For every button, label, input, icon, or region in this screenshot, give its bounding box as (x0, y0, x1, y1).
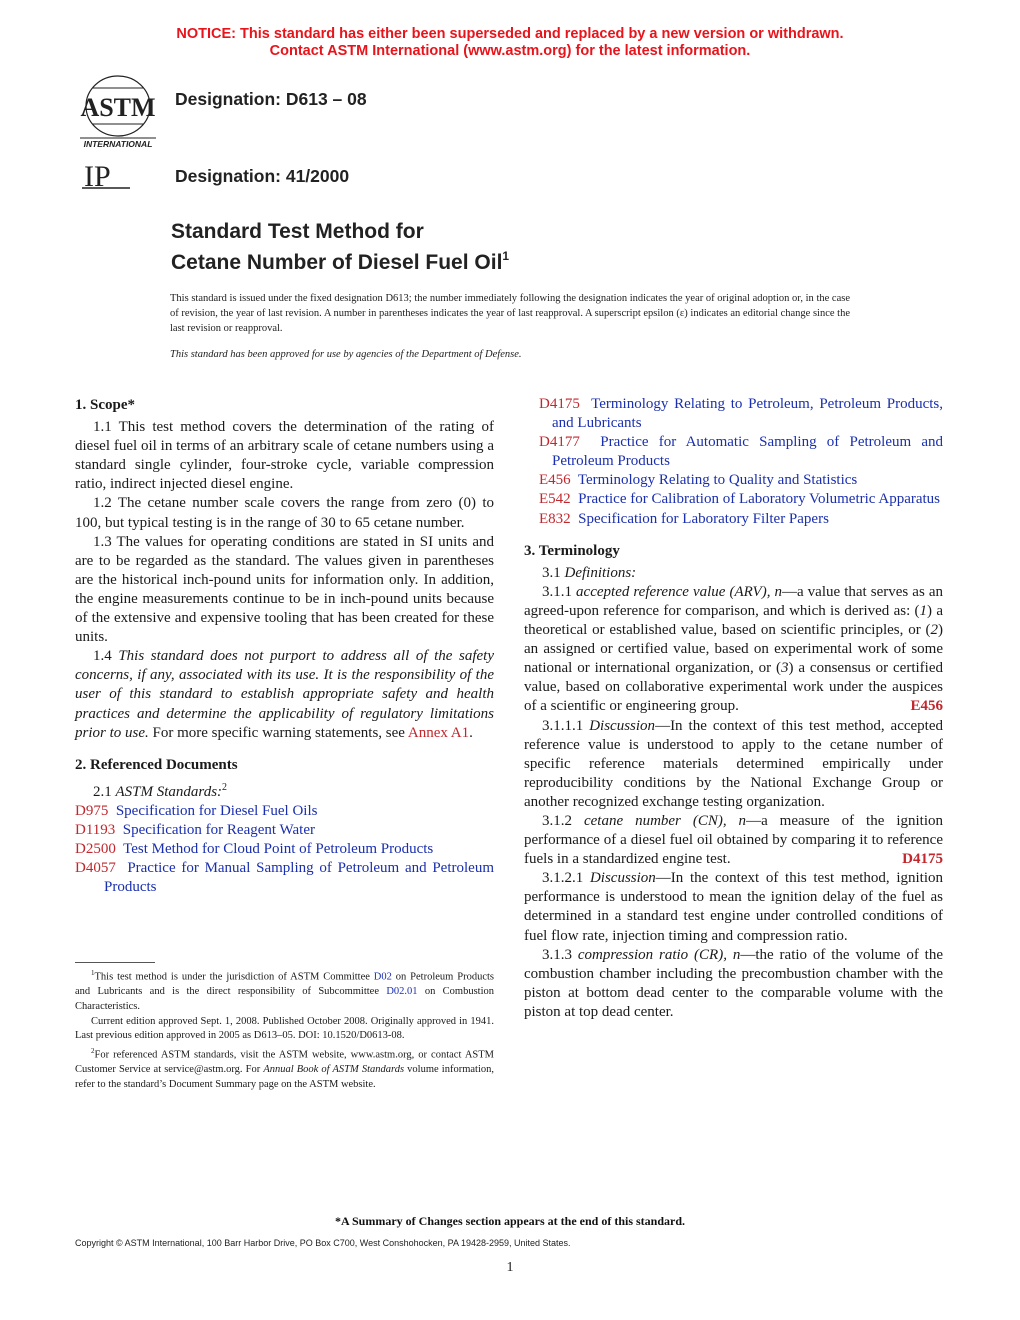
ref-item[interactable] (524, 490, 943, 509)
para-3-1-1-text-4: ) a consensus or certified value, based on collaborative experimental work under the auspices of a scientific or engineering group. (524, 660, 943, 715)
source-ref-d4175[interactable]: D4175 (902, 851, 943, 868)
discussion-label: Discussion (589, 717, 656, 734)
footnotes (75, 966, 494, 1093)
ref-code[interactable]: D4175 (539, 396, 580, 412)
para-3-1-2-1-text: —In the context of this test method, ignition performance is understood to mean the ignition delay of the fuel as determined in a standard test engine under controlled conditions of fuel flow rate, injection timing and compression ratio. (524, 870, 944, 944)
ref-code[interactable]: E832 (539, 510, 571, 527)
subcommittee-d0201-link[interactable]: D02.01 (386, 986, 418, 998)
footnote-1 (75, 966, 494, 1015)
para-1-4-caveat: This standard does not purport to address all of the safety concerns, if any, associated with its use. It is the responsibility of the user of this standard to establish appropriate safety and health practices and determine the applicability of regulatory limitations prior to use. (75, 648, 495, 741)
para-3-1 (524, 564, 943, 583)
summary-of-changes-note: *A Summary of Changes section appears at the end of this standard. (334, 1214, 686, 1228)
page-number: 1 (506, 1260, 514, 1275)
term-cetane-number: cetane number (CN), n (583, 812, 747, 829)
ref-item[interactable] (75, 802, 494, 821)
para-3-1-2-text: —a measure of the ignition performance of a diesel fuel oil obtained by comparing it to reference fuels in a standardized engine test. (524, 812, 944, 868)
para-3-1-1-text: —a value that serves as an agreed-upon reference for comparison, and which is derived as: ( (524, 583, 943, 619)
ip-logo (80, 160, 140, 194)
footnote-2-text-b: volume information, refer to the standard’s Document Summary page on the ASTM website. (75, 1064, 494, 1090)
dod-statement: This standard has been approved for use by agencies of the Department of Defense. (170, 349, 522, 360)
enum-3: 3 (781, 660, 789, 677)
ref-item[interactable] (524, 510, 943, 529)
para-3-1-1 (524, 583, 943, 717)
astm-logo-subtext: INTERNATIONAL (83, 139, 153, 149)
title-line-2 (171, 244, 509, 275)
para-3-1-2 (524, 812, 943, 869)
ref-title[interactable]: Terminology Relating to Petroleum, Petroleum Products, and Lubricants (552, 396, 943, 432)
footnote-2-text-a: For referenced ASTM standards, visit the ASTM website, www.astm.org, or contact ASTM Customer Service at service@astm.org. For (75, 1049, 494, 1076)
ref-code[interactable]: D4177 (539, 434, 580, 451)
designation-ip: Designation: 41/2000 (175, 166, 350, 186)
section-3-heading: 3. Terminology (524, 542, 620, 559)
annex-a1-link[interactable]: Annex A1 (407, 724, 470, 741)
issuance-statement: This standard is issued under the fixed designation D613; the number immediately following the designation indicates the year of original adoption or, in the case of revision, the year of last revision. A number in parentheses indicates the year of last reapproval. A superscript epsilon (ε) indicates an editorial change since the last revision or reapproval. (170, 293, 850, 334)
footnote-2-ref: 2 (222, 781, 228, 793)
left-column (75, 396, 494, 897)
enum-1: 1 (919, 602, 928, 619)
para-3-1-1-num: 3.1.1 (542, 583, 577, 600)
ref-title[interactable]: Practice for Automatic Sampling of Petroleum and Petroleum Products (552, 434, 943, 470)
ref-code[interactable]: E456 (539, 472, 571, 489)
ref-item[interactable] (524, 395, 943, 433)
ref-title[interactable]: Practice for Calibration of Laboratory Volumetric Apparatus (578, 491, 941, 508)
ref-item[interactable] (75, 859, 494, 897)
para-1-4 (75, 647, 494, 742)
ref-code[interactable]: D975 (75, 802, 109, 819)
ref-title[interactable]: Specification for Diesel Fuel Oils (115, 802, 318, 819)
discussion-label: Discussion (589, 870, 656, 887)
para-1-2: 1.2 The cetane number scale covers the range from zero (0) to 100, but typical testing is in the range of 30 to 65 cetane number. (75, 495, 494, 531)
astm-logo-text: ASTM (80, 93, 156, 122)
para-3-1-num: 3.1 (542, 564, 565, 581)
footnote-1-text-b: on Petroleum Products and Lubricants and is the direct responsibility of Subcommittee (75, 971, 494, 998)
ref-item[interactable] (524, 433, 943, 471)
footnote-2-book-title: Annual Book of ASTM Standards (263, 1064, 405, 1076)
ref-item[interactable] (524, 471, 943, 490)
para-3-1-label: Definitions: (564, 564, 637, 581)
para-3-1-2-1-num: 3.1.2.1 (542, 870, 590, 887)
copyright-line: Copyright © ASTM International, 100 Barr Harbor Drive, PO Box C700, West Conshohocken, PA 19428-2959, United States. (75, 1238, 571, 1248)
para-1-4-tail: For more specific warning statements, see (148, 724, 408, 741)
enum-2: 2 (930, 622, 938, 639)
ref-code[interactable]: E542 (539, 491, 571, 508)
notice-line-1: NOTICE: This standard has either been superseded and replaced by a new version or withdrawn. (176, 26, 844, 42)
para-3-1-1-1 (524, 717, 943, 812)
committee-d02-link[interactable]: D02 (373, 971, 392, 983)
ip-logo-text: IP (84, 160, 111, 193)
para-3-1-1-text-3: ) an assigned or certified value, based on experimental work of some national or international organization, or ( (524, 622, 943, 677)
astm-logo-mark (74, 74, 162, 150)
footnote-rule (75, 962, 155, 963)
para-1-3: 1.3 The values for operating conditions are stated in SI units and are to be regarded as the standard. The values given in parentheses are the historical inch-pound units for information only. In addition, the engine measurements continue to be in inch-pound units because of the extensive and expensive tooling that has been created for these units. (75, 533, 494, 646)
designation-astm: Designation: D613 – 08 (175, 89, 367, 109)
para-3-1-2-num: 3.1.2 (542, 812, 584, 829)
footnote-2 (75, 1044, 494, 1093)
term-compression-ratio: compression ratio (CR), n (577, 946, 741, 963)
footnote-1-text-a: This test method is under the jurisdiction of ASTM Committee (94, 971, 374, 983)
document-title (171, 220, 509, 275)
withdrawn-notice (0, 26, 1020, 60)
para-3-1-3-num: 3.1.3 (542, 946, 578, 963)
footnote-edition: Current edition approved Sept. 1, 2008. Published October 2008. Originally approved in 1941. Last previous edition approved in 2005 as D613–05. DOI: 10.1520/D0613-08. (75, 1015, 494, 1042)
para-3-1-2-1 (524, 869, 943, 945)
notice-line-2: Contact ASTM International (www.astm.org) for the latest information. (269, 43, 751, 59)
title-line-2-text: Cetane Number of Diesel Fuel Oil (171, 251, 503, 274)
para-3-1-1-1-num: 3.1.1.1 (542, 717, 590, 734)
para-3-1-1-1-text: —In the context of this test method, accepted reference value is understood to apply to the cetane number of specific reference materials determined empirically under reproducibility conditions by the National Exchange Group or another recognized exchange testing organization. (524, 717, 943, 810)
footnote-2-marker: 2 (91, 1047, 95, 1056)
astm-logo (74, 74, 162, 150)
ref-item[interactable] (75, 840, 494, 859)
para-2-1-label: ASTM Standards: (115, 783, 223, 800)
para-2-1-num: 2.1 (93, 783, 116, 800)
ref-title[interactable]: Specification for Laboratory Filter Papers (578, 510, 829, 527)
footnote-1-text-c: on Combustion Characteristics. (75, 986, 494, 1012)
ref-code[interactable]: D2500 (75, 841, 116, 858)
section-1-heading: 1. Scope* (75, 397, 135, 413)
ip-logo-mark (80, 160, 140, 194)
para-1-4-end: . (469, 724, 473, 741)
para-2-1 (75, 778, 494, 802)
para-3-1-3-text: —the ratio of the volume of the combustion chamber including the precombustion chamber with the piston at bottom dead center to the comparable volume with the piston at top dead center. (524, 946, 944, 1020)
ref-title[interactable]: Specification for Reagent Water (122, 821, 315, 838)
footnote-1-marker: 1 (91, 969, 95, 977)
ref-code[interactable]: D4057 (75, 860, 116, 877)
ref-title[interactable]: Practice for Manual Sampling of Petroleum and Petroleum Products (104, 860, 494, 896)
ref-title[interactable]: Test Method for Cloud Point of Petroleum Products (123, 841, 434, 858)
right-column (524, 395, 943, 1022)
ref-item[interactable] (75, 821, 494, 840)
para-3-1-1-text-2: ) a theoretical or established value, based on scientific principles, or ( (524, 602, 943, 639)
title-line-1: Standard Test Method for (171, 220, 424, 243)
term-arv: accepted reference value (ARV), n (576, 583, 782, 600)
ref-code[interactable]: D1193 (75, 821, 116, 838)
para-3-1-3 (524, 946, 943, 1022)
source-ref-e456[interactable]: E456 (910, 698, 943, 715)
ref-title[interactable]: Terminology Relating to Quality and Statistics (577, 472, 858, 489)
para-1-1: 1.1 This test method covers the determination of the rating of diesel fuel oil in terms of an arbitrary scale of cetane numbers using a standard single cylinder, four-stroke cycle, variable compression ratio, indirect injected diesel engine. (75, 419, 494, 493)
section-2-heading: 2. Referenced Documents (75, 756, 238, 773)
para-1-4-num: 1.4 (93, 648, 119, 665)
title-footnote-ref: 1 (502, 249, 510, 263)
